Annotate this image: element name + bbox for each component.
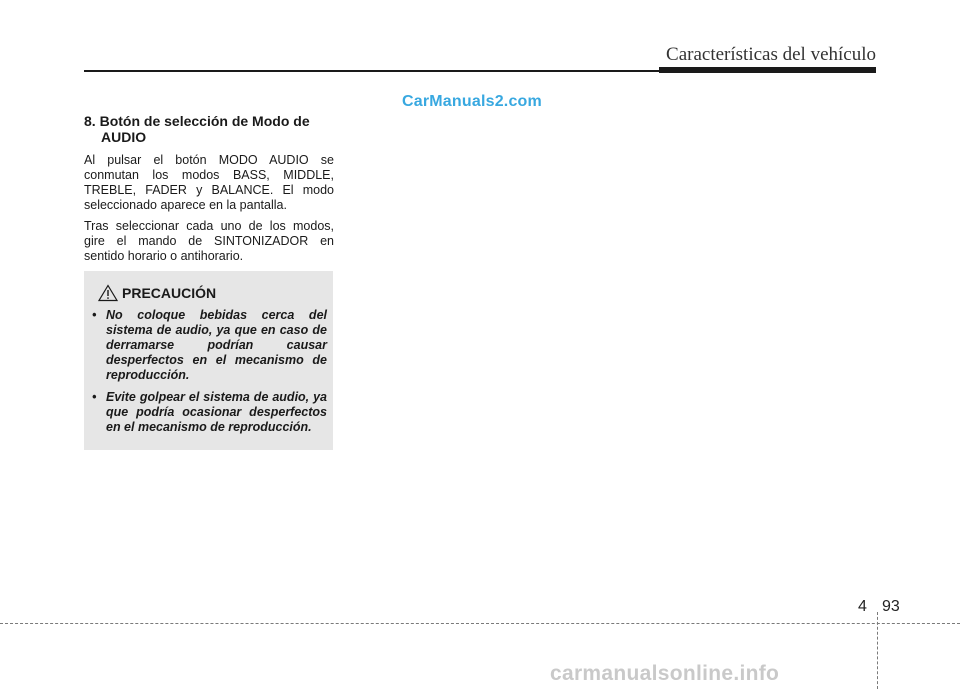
caution-list xyxy=(92,308,327,435)
watermark-link[interactable]: CarManuals2.com xyxy=(402,93,542,110)
caution-title: PRECAUCIÓN xyxy=(122,285,217,301)
section-content xyxy=(84,113,334,270)
page-number: 93 xyxy=(882,598,900,615)
header-rule-accent xyxy=(659,67,876,73)
caution-item-text: Evite golpear el sistema de audio, ya que podría ocasionar desperfectos en el mecanismo de reproducción. xyxy=(106,390,327,434)
section-title-line2: AUDIO xyxy=(101,129,147,145)
chapter-number: 4 xyxy=(858,598,867,615)
bullet-icon: • xyxy=(92,390,97,404)
caution-item-text: No coloque bebidas cerca del sistema de audio, ya que en caso de derramarse podrían causar desperfectos en el mecanismo de reproducción. xyxy=(106,308,327,382)
page-header-title: Características del vehículo xyxy=(666,44,876,65)
warning-triangle-icon xyxy=(98,284,118,302)
section-number: 8. xyxy=(84,113,96,129)
section-paragraph-1: Al pulsar el botón MODO AUDIO se conmutan los modos BASS, MIDDLE, TREBLE, FADER y BALANCE. El modo seleccionado aparece en la pantalla. xyxy=(84,153,334,212)
caution-box xyxy=(84,271,333,450)
footer-vertical-divider xyxy=(877,612,878,689)
footer-divider xyxy=(0,623,960,624)
section-heading xyxy=(84,113,334,145)
bullet-icon: • xyxy=(92,308,97,322)
section-title-line1: Botón de selección de Modo de xyxy=(99,113,310,129)
caution-header xyxy=(98,282,327,304)
watermark-footer: carmanualsonline.info xyxy=(550,662,780,685)
header-rule xyxy=(84,70,659,72)
caution-item xyxy=(92,308,327,383)
caution-item xyxy=(92,390,327,435)
section-paragraph-2: Tras seleccionar cada uno de los modos, gire el mando de SINTONIZADOR en sentido horario o antihorario. xyxy=(84,219,334,263)
